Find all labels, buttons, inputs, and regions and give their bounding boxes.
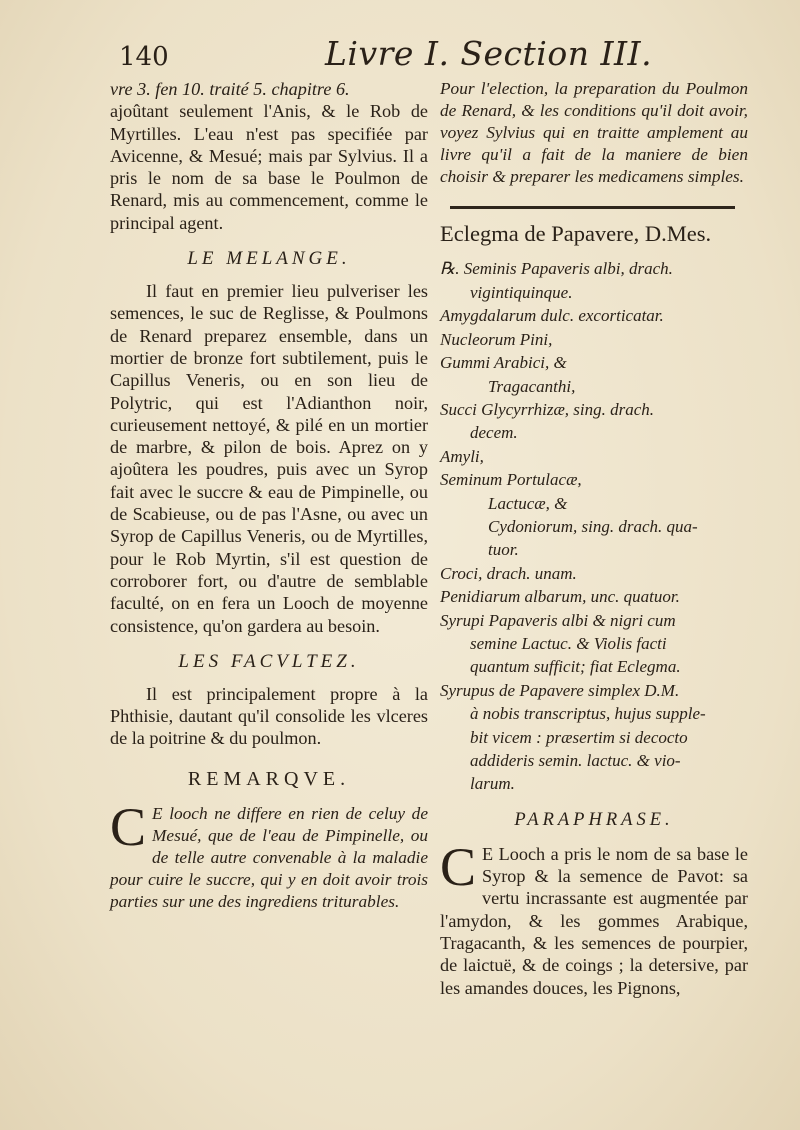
- paraphrase-heading: PARAPHRASE.: [514, 809, 674, 830]
- paraphrase-paragraph: [440, 836, 748, 999]
- paraphrase-text: E Looch a pris le nom de sa base le Syrop & la semence de Pavot: sa vertu incrassante est augmentée par l'amydon, & les gommes Arabique, Tragacanth, & les semences de pourpier, de laictuë, & de coings ; la detersive, par les amandes douces, les Pignons,: [440, 843, 748, 998]
- recipe-line: semine Lactuc. & Violis facti: [470, 633, 667, 653]
- recipe-line: Syrupus de Papavere simplex D.M.: [440, 680, 680, 700]
- remarque-text: E looch ne differe en rien de celuy de Mesué, que de l'eau de Pimpinelle, ou de telle autre convenable à la maladie pour cuire le succre, qui y en doit avoir trois parties sur une des ingrediens triturables.: [110, 803, 428, 912]
- melange-heading: LE MELANGE.: [187, 248, 351, 270]
- recipe-line: Lactucæ, &: [488, 493, 568, 513]
- recipe-line: addideris semin. lactuc. & vio-: [470, 751, 681, 770]
- election-paragraph: Pour l'election, la preparation du Poulmon de Renard, & les conditions qu'il doit avoir, voyez Sylvius qui en traitte amplement au livre qu'il a fait de la maniere de bien choisir & preparer les medicamens simples.: [440, 79, 748, 187]
- recipe-line: Gummi Arabici, &: [440, 353, 567, 373]
- recipe-list: [440, 257, 748, 795]
- recipe-line: à nobis transcriptus, hujus supple-: [470, 704, 706, 724]
- recipe-title: Eclegma de Papavere, D.Mes.: [440, 221, 712, 247]
- intro-paragraph: ajoûtant seulement l'Anis, & le Rob de Myrtilles. L'eau n'est pas specifiée par Avicenne, & Mesué; mais par Sylvius. Il a pris le nom de sa base le Poulmon de Renard, mis au commencement, comme le principal agent.: [110, 101, 428, 233]
- melange-paragraph: Il faut en premier lieu pulveriser les semences, le suc de Reglisse, & Poulmons de Renard preparez ensemble, dans un mortier de bronze fort subtilement, puis le Capillus Veneris, ou en son lieu de Polytric, qui est l'Adianthon noir, curieusement nettoyé, & pilé en un mortier de marbre, & pilon de bois. Aprez on y ajoûtera les poudres, puis avec un Syrop fait avec le succre & eau de Pimpinelle, ou de Scabieuse, ou de pas l'Asne, ou avec un Syrop de Capillus Veneris, ou de Myrtilles, pour le Rob Myrtin, s'il est question de corroborer fort, ou d'autre de semblable faculté, on en fera un Looch de moyenne consistence, qu'on gardera au besoin.: [110, 281, 428, 636]
- recipe-line: Seminum Portulacæ,: [440, 470, 582, 490]
- recipe-line: Tragacanthi,: [488, 376, 576, 396]
- section-divider: [450, 206, 735, 209]
- intro-reference-line: vre 3. fen 10. traité 5. chapitre 6.: [110, 79, 350, 99]
- recipe-line: Syrupi Papaveris albi & nigri cum: [440, 610, 676, 630]
- recipe-line: Nucleorum Pini,: [440, 329, 553, 349]
- paraphrase-dropcap: C: [440, 836, 477, 897]
- facultez-paragraph: Il est principalement propre à la Phthisie, dautant qu'il consolide les vlceres de la poitrine & du poulmon.: [110, 683, 428, 749]
- recipe-line: vigintiquinque.: [470, 282, 573, 302]
- recipe-line: Croci, drach. unam.: [440, 563, 577, 583]
- page-number: 140: [119, 42, 169, 72]
- recipe-line: Succi Glycyrrhizæ, sing. drach.: [440, 399, 655, 419]
- recipe-line: quantum sufficit; fiat Eclegma.: [470, 657, 681, 677]
- recipe-line: Cydoniorum, sing. drach. qua-: [488, 516, 698, 536]
- left-column: [110, 78, 428, 913]
- remarque-paragraph: [110, 796, 428, 913]
- right-column: [440, 78, 748, 999]
- remarque-heading: REMARQVE.: [187, 767, 351, 790]
- page-header: [105, 34, 735, 78]
- facultez-heading: LES FACVLTEZ.: [178, 650, 360, 672]
- recipe-line: larum.: [470, 774, 515, 794]
- recipe-line: ℞. Seminis Papaveris albi, drach.: [440, 259, 673, 279]
- recipe-line: tuor.: [488, 540, 519, 560]
- recipe-line: bit vicem : præsertim si decocto: [470, 727, 688, 747]
- recipe-line: decem.: [470, 423, 518, 443]
- recipe-line: Penidiarum albarum, unc. quatuor.: [440, 587, 680, 607]
- recipe-line: Amygdalarum dulc. excorticatar.: [440, 306, 664, 326]
- recipe-line: Amyli,: [440, 446, 484, 466]
- running-title: Livre I. Section III.: [325, 34, 653, 73]
- remarque-dropcap: C: [110, 796, 147, 857]
